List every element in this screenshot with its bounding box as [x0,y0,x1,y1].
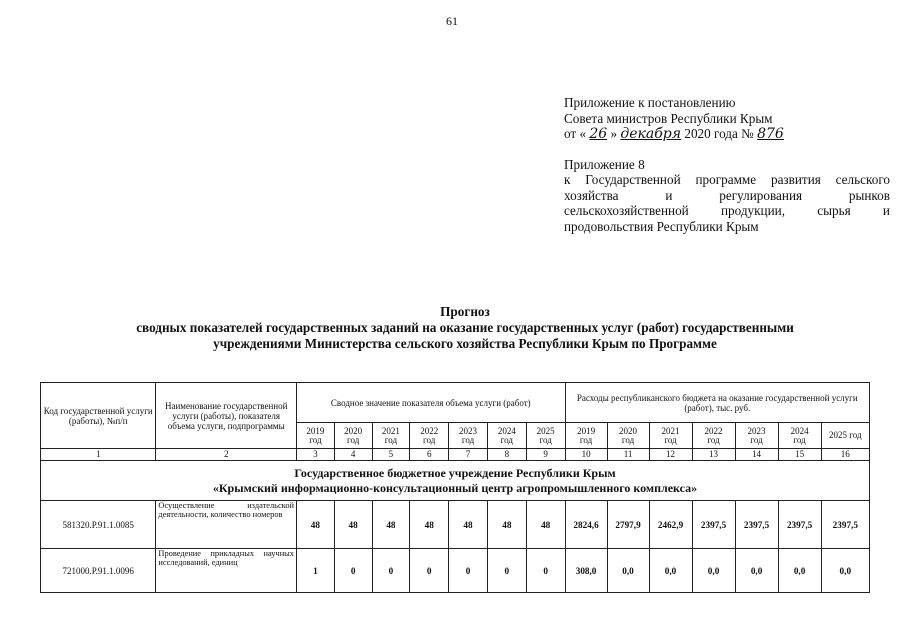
volume-value: 48 [487,501,526,549]
organization-name: Государственное бюджетное учреждение Республики Крым [294,465,616,480]
organization-row [41,461,870,501]
column-number: 6 [410,449,449,461]
page-number: 61 [446,14,458,28]
year-header: 2020 год [607,423,649,449]
volume-value: 48 [410,501,449,549]
organization-fullname: «Крымский информационно-консультационный центр агропромышленного комплекса» [212,480,698,495]
appendix8-line: хозяйства и регулирования рынков [564,187,890,203]
column-number: 9 [526,449,565,461]
expense-value: 0,0 [692,549,735,593]
date-suffix: 2020 года № [684,126,754,141]
volume-value: 0 [372,549,410,593]
header-name: Наименование государственной услуги (работы), показателя объема услуги, подпрограммы [156,383,297,449]
volume-value: 48 [372,501,410,549]
service-code: 581320.Р.91.1.0085 [41,501,156,549]
table-row [41,549,870,593]
expense-value: 0,0 [735,549,778,593]
column-number: 15 [778,449,821,461]
expense-value: 2397,5 [821,501,869,549]
expense-value: 2462,9 [649,501,692,549]
column-number: 16 [821,449,869,461]
document-subtitle: сводных показателей государственных заданий на оказание государственных услуг (работ) государственными [136,320,794,335]
year-header: 2025 год [526,423,565,449]
appendix-line: Приложение к постановлению [564,95,736,110]
appendix-block [564,95,890,234]
expense-value: 2397,5 [692,501,735,549]
document-title: Прогноз [440,304,490,319]
expense-value: 0,0 [821,549,869,593]
handwritten-number: 876 [757,126,784,142]
header-expenses: Расходы республиканского бюджета на оказание государственной услуги (работ), тыс. руб. [565,383,869,423]
handwritten-month: декабря [620,126,682,142]
year-header: 2022 год [692,423,735,449]
volume-value: 0 [410,549,449,593]
year-header: 2019 год [297,423,335,449]
expense-value: 0,0 [649,549,692,593]
year-header: 2024 год [487,423,526,449]
volume-value: 48 [334,501,372,549]
volume-value: 0 [334,549,372,593]
appendix8-line: продовольствия Республики Крым [564,218,759,234]
column-number: 1 [41,449,156,461]
volume-value: 1 [297,549,335,593]
appendix8-line: к Государственной программе развития сельского [564,172,890,187]
service-name: Осуществление издательской деятельности, количество номеров [156,501,297,549]
year-header: 2023 год [735,423,778,449]
service-code: 721000.Р.91.1.0096 [41,549,156,593]
year-header: 2024 год [778,423,821,449]
expense-value: 0,0 [607,549,649,593]
column-number: 7 [449,449,488,461]
column-number: 13 [692,449,735,461]
expense-value: 2397,5 [778,501,821,549]
appendix8-line: Приложение 8 [564,156,645,172]
column-number: 14 [735,449,778,461]
volume-value: 48 [449,501,488,549]
appendix8-line: сельскохозяйственной продукции, сырья и [564,203,890,218]
year-header: 2019 год [565,423,607,449]
forecast-table [40,382,870,593]
column-number: 10 [565,449,607,461]
column-number: 4 [334,449,372,461]
volume-value: 0 [487,549,526,593]
volume-value: 0 [449,549,488,593]
year-header: 2023 год [449,423,488,449]
document-subtitle: учреждениями Министерства сельского хозяйства Республики Крым по Программе [213,336,717,351]
year-header: 2021 год [372,423,410,449]
column-number: 8 [487,449,526,461]
column-number: 12 [649,449,692,461]
column-numbers-row [41,449,870,461]
volume-value: 48 [297,501,335,549]
service-name: Проведение прикладных научных исследований, единиц [156,549,297,593]
table-header-row [41,383,870,423]
organization-cell [41,461,870,501]
year-header: 2021 год [649,423,692,449]
date-prefix: от « [564,126,587,141]
column-number: 5 [372,449,410,461]
appendix-line: Совета министров Республики Крым [564,110,773,126]
year-header: 2020 год [334,423,372,449]
header-volume: Сводное значение показателя объема услуги (работ) [297,383,566,423]
handwritten-day: 26 [589,126,608,142]
date-mid: » [610,126,618,141]
column-number: 3 [297,449,335,461]
header-code: Код государственной услуги (работы), №п/п [41,383,156,449]
decree-date-line [564,126,890,143]
expense-value: 2397,5 [735,501,778,549]
column-number: 11 [607,449,649,461]
expense-value: 0,0 [778,549,821,593]
expense-value: 308,0 [565,549,607,593]
column-number: 2 [156,449,297,461]
expense-value: 2797,9 [607,501,649,549]
expense-value: 2824,6 [565,501,607,549]
year-header: 2022 год [410,423,449,449]
year-header: 2025 год [821,423,869,449]
volume-value: 48 [526,501,565,549]
volume-value: 0 [526,549,565,593]
table-row [41,501,870,549]
